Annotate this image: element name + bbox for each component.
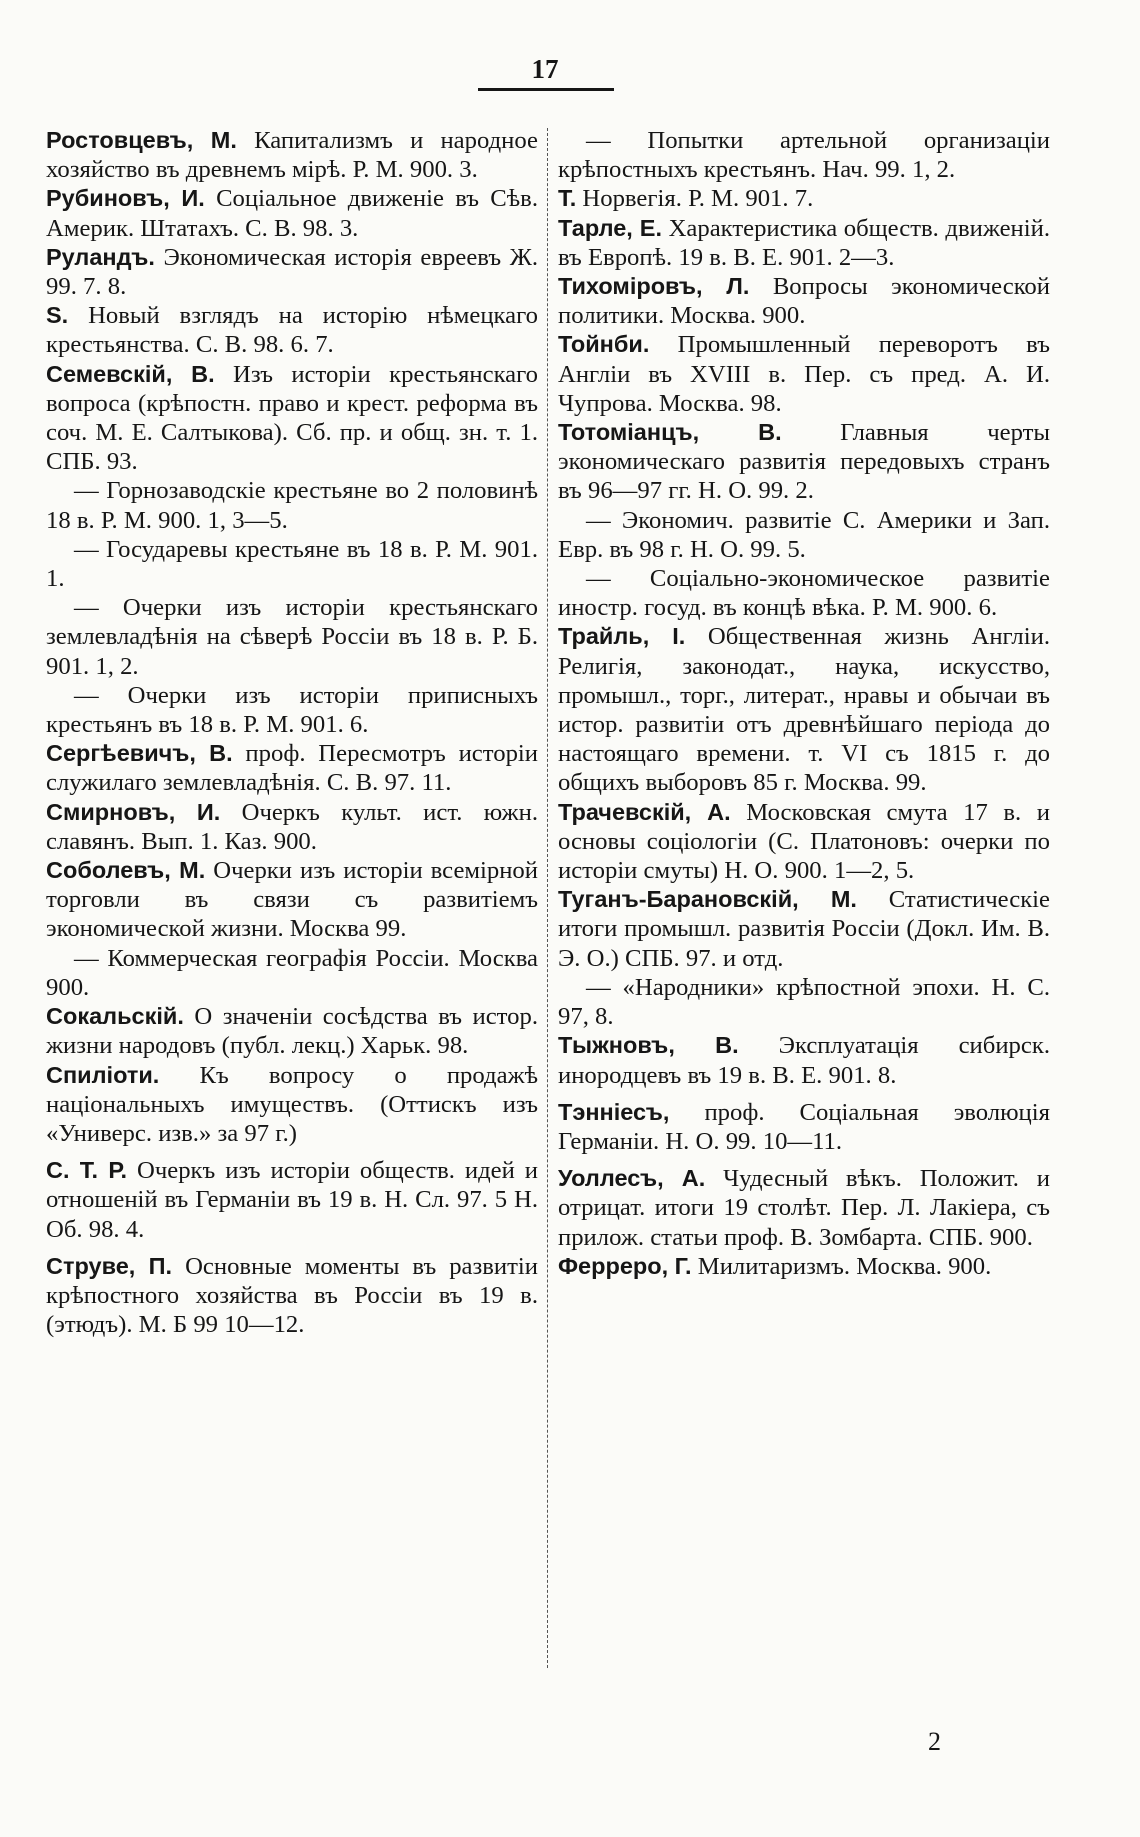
entry-text: Милитаризмъ. Москва. 900. [691,1252,992,1280]
bibliography-entry [46,681,538,739]
bibliography-entry [46,243,538,301]
bibliography-entry [558,798,1050,886]
entry-text: Основные моменты въ развитіи крѣпостного хозяйства въ Россіи въ 19 в. (этюдъ). М. Б 99 10—12. [46,1252,538,1339]
bibliography-entry [46,1156,538,1244]
entry-author: Туганъ-Барановскій, М. [558,886,857,913]
bibliography-entry [558,418,1050,506]
entry-text: — Очерки изъ исторіи крестьянскаго землевладѣнія на сѣверѣ Россіи въ 18 в. Р. Б. 901. 1, 2. [46,594,538,680]
entry-author: Сокальскій. [46,1003,184,1030]
entry-text: Очеркъ культ. ист. южн. славянъ. Вып. 1. Каз. 900. [46,798,538,855]
bibliography-entry [46,126,538,184]
bibliography-entry [558,506,1050,564]
entry-text: проф. Пересмотръ исторіи служилаго землевладѣнія. С. В. 97. 11. [46,740,538,797]
entry-text: Очерки изъ исторіи всемірной торговли въ связи съ развитіемъ экономической жизни. Москва 99. [46,857,538,943]
bibliography-entry [558,126,1050,184]
bibliography-entry [558,330,1050,418]
bibliography-entry [558,184,1050,213]
entry-author: Тыжновъ, В. [558,1032,739,1059]
entry-text: Московская смута 17 в. и основы соціологіи (С. Платоновъ: очерки по исторіи смуты) Н. О. 900. 1—2, 5. [558,798,1050,885]
entry-author: Трайль, І. [558,623,686,650]
entry-author: Тихоміровъ, Л. [558,273,750,300]
entry-author: Семевскій, В. [46,360,215,387]
entry-author: Уоллесъ, А. [558,1165,706,1192]
entry-author: Тойнби. [558,331,650,358]
bibliography-entry [46,944,538,1002]
entry-author: С. Т. Р. [46,1157,128,1184]
entry-text: — Очерки изъ исторіи приписныхъ крестьянъ въ 18 в. Р. М. 901. 6. [46,681,538,739]
entry-text: Эксплуатація сибирск. инородцевъ въ 19 в. В. Е. 901. 8. [558,1032,1050,1089]
entry-author: Тэнніесъ, [558,1098,670,1125]
entry-text: — Государевы крестьяне въ 18 в. Р. М. 901. 1. [46,535,538,593]
bibliography-entry [558,214,1050,272]
entry-text: Экономическая исторія евреевъ Ж. 99. 7. 8. [46,243,538,301]
entry-author: Рубиновъ, И. [46,185,205,212]
page-number: 17 [531,54,559,84]
bibliography-entry [46,1061,538,1149]
bibliography-entry [558,885,1050,973]
bibliography-entry [46,476,538,534]
entry-author: S. [46,302,69,329]
entry-text: Общественная жизнь Англіи. Религія, законодат., наука, искусство, промышл., торг., литерат., нравы и обычаи въ истор. развитіи отъ древнѣйшаго періода до настоящаго времени. т. VI съ 1815 г. до общихъ выборовъ 85 г. Москва. 99. [558,623,1050,797]
entry-author: Соболевъ, М. [46,857,206,884]
bibliography-entry [558,973,1050,1031]
column-divider [547,128,548,1668]
entry-text: О значеніи сосѣдства въ истор. жизни народовъ (публ. лекц.) Харьк. 98. [46,1003,538,1060]
bibliography-entry [558,1252,1050,1281]
entry-text: Чудесный вѣкъ. Положит. и отрицат. итоги 19 столѣт. Пер. Л. Лакіера, съ прилож. статьи проф. В. Зомбарта. СПБ. 900. [558,1165,1050,1251]
bibliography-entry [46,856,538,944]
entry-text: — Коммерческая географія Россіи. Москва 900. [46,944,538,1001]
entry-author: Струве, П. [46,1252,173,1279]
entry-text: — Соціально-экономическое развитіе иностр. госуд. въ концѣ вѣка. Р. М. 900. 6. [558,565,1050,622]
entry-text: Новый взглядъ на исторію нѣмецкаго крестьянства. С. В. 98. 6. 7. [46,302,538,359]
bibliography-entry [46,1002,538,1060]
entry-author: Сергѣевичъ, В. [46,740,233,767]
bibliography-entry [46,739,538,797]
entry-text: Соціальное движеніе въ Сѣв. Америк. Штатахъ. С. В. 98. 3. [46,185,538,242]
bibliography-entry [46,301,538,359]
bibliography-entry [46,798,538,856]
entry-text: проф. Соціальная эволюція Германіи. Н. О. 99. 10—11. [558,1098,1050,1155]
entry-text: Къ вопросу о продажѣ національныхъ имуществъ. (Оттискъ изъ «Универс. изв.» за 97 г.) [46,1061,538,1147]
printer-signature-mark: 2 [928,1727,941,1756]
bibliography-entry [46,593,538,681]
entry-text: Главныя черты экономическаго развитія передовыхъ странъ въ 96—97 гг. Н. О. 99. 2. [558,419,1050,505]
header-rule [478,88,614,91]
bibliography-entry [558,1031,1050,1089]
bibliography-entry [558,1164,1050,1252]
bibliography-entry [558,272,1050,330]
bibliography-entry [46,1252,538,1340]
entry-text: Изъ исторіи крестьянскаго вопроса (крѣпостн. право и крест. реформа въ соч. М. Е. Салтыкова). Сб. пр. и общ. зн. т. 1. СПБ. 93. [46,360,538,476]
entry-text: Промышленный переворотъ въ Англіи въ XVIII в. Пер. съ пред. А. И. Чупрова. Москва. 98. [558,331,1050,417]
entry-author: Смирновъ, И. [46,798,221,825]
bibliography-entry [558,564,1050,622]
entry-text: — Попытки артельной организаціи крѣпостныхъ крестьянъ. Нач. 99. 1, 2. [558,127,1050,184]
entry-author: Спиліоти. [46,1061,160,1088]
bibliography-entry [46,360,538,477]
entry-author: Руландъ. [46,243,155,270]
entry-text: Норвегія. Р. М. 901. 7. [576,185,814,213]
bibliography-entry [46,535,538,593]
entry-text: Вопросы экономической политики. Москва. 900. [558,273,1050,330]
entry-text: — Экономич. развитіе С. Америки и Зап. Евр. въ 98 г. Н. О. 99. 5. [558,506,1050,563]
entry-author: Ферреро, Г. [558,1252,692,1279]
entry-text: — «Народники» крѣпостной эпохи. Н. С. 97, 8. [558,973,1050,1031]
bibliography-entry [558,1098,1050,1156]
right-column [558,126,1050,1281]
entry-text: Очеркъ изъ исторіи обществ. идей и отношеній въ Германіи въ 19 в. Н. Сл. 97. 5 Н. Об. 98. 4. [46,1157,538,1243]
entry-author: Ростовцевъ, М. [46,127,237,153]
entry-author: Тотоміанцъ, В. [558,419,782,446]
bibliography-entry [558,622,1050,797]
entry-text: Капитализмъ и народное хозяйство въ древнемъ мірѣ. Р. М. 900. 3. [46,127,538,184]
entry-text: Характеристика обществ. движеній. въ Европѣ. 19 в. В. Е. 901. 2—3. [558,214,1050,271]
left-column [46,126,538,1339]
entry-text: Статистическіе итоги промышл. развитія Россіи (Докл. Им. В. Э. О.) СПБ. 97. и отд. [558,886,1050,972]
entry-text: — Горнозаводскіе крестьяне во 2 половинѣ 18 в. Р. М. 900. 1, 3—5. [46,477,538,534]
entry-author: Тарле, Е. [558,214,662,241]
entry-author: Трачевскій, А. [558,798,731,825]
entry-author: Т. [558,185,577,212]
bibliography-entry [46,184,538,242]
